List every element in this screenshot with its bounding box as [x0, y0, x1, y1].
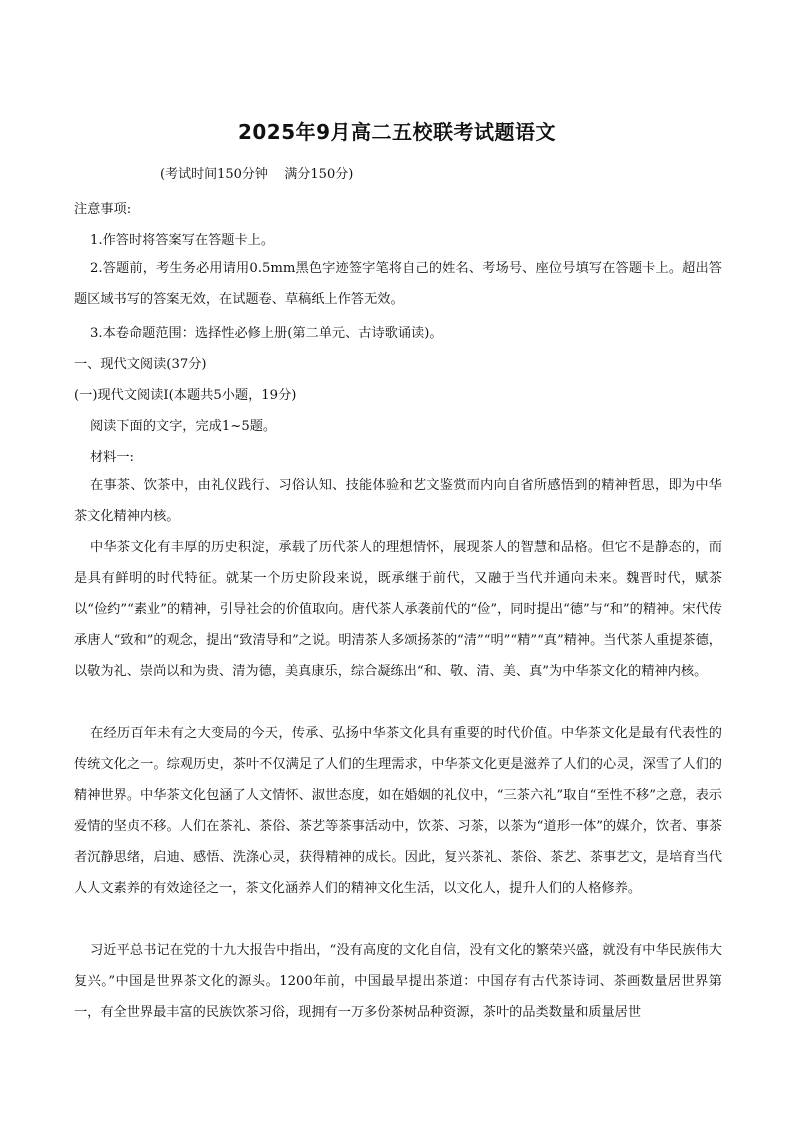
paragraph-4: 习近平总书记在党的十九大报告中指出，“没有高度的文化自信，没有文化的繁荣兴盛，就没有中华民族伟大复兴。”中国是世界茶文化的源头。1200年前，中国最早提出茶道：中国存有古代茶诗词、茶画数量居世界第一，有全世界最丰富的民族饮茶习俗，现拥有一万多份茶树品种资源，茶叶的品类数量和质量居世 [74, 943, 722, 1020]
notice-item-1: 1.作答时将答案写在答题卡上。 [90, 233, 275, 248]
subsection-heading-reading-1: (一)现代文阅读Ⅰ(本题共5小题，19分) [74, 388, 297, 403]
notice-item-3: 3.本卷命题范围：选择性必修上册(第二单元、古诗歌诵读)。 [90, 326, 443, 341]
exam-title: 2025年9月高二五校联考试题语文 [237, 120, 557, 144]
section-heading-reading: 一、现代文阅读(37分) [74, 357, 207, 372]
paragraph-3: 在经历百年未有之大变局的今天，传承、弘扬中华茶文化具有重要的时代价值。中华茶文化是最有代表性的传统文化之一。综观历史，茶叶不仅满足了人们的生理需求，中华茶文化更是滋养了人们的心灵，深雪了人们的精神世界。中华茶文化包涵了人文情怀、淑世态度，如在婚姻的礼仪中，“三茶六礼”取自“至性不移”之意，表示爱情的坚贞不移。人们在茶礼、茶俗、茶艺等茶事活动中，饮茶、习茶，以茶为“道形一体”的媒介，饮者、事茶者沉静思绪，启迪、感悟、洗涤心灵，获得精神的成长。因此，复兴茶礼、茶俗、茶艺、茶事艺文，是培育当代人人文素养的有效途径之一，茶文化涵养人们的精神文化生活，以文化人，提升人们的人格修养。 [74, 726, 722, 896]
material-label: 材料一: [90, 450, 135, 465]
notice-item-2: 2.答题前，考生务必用请用0.5mm黑色字迹签字笔将自己的姓名、考场号、座位号填写在答题卡上。超出答题区域书写的答案无效，在试题卷、草稿纸上作答无效。 [74, 261, 722, 307]
notice-heading: 注意事项: [74, 202, 132, 217]
reading-instruction: 阅读下面的文字，完成1~5题。 [90, 419, 277, 434]
paragraph-1: 在事茶、饮茶中，由礼仪践行、习俗认知、技能体验和艺文鉴赏而内向自省所感悟到的精神哲思，即为中华茶文化精神内核。 [74, 478, 722, 524]
paragraph-2: 中华茶文化有丰厚的历史积淀，承载了历代茶人的理想情怀，展现茶人的智慧和品格。但它不是静态的，而是具有鲜明的时代特征。就某一个历史阶段来说，既承继于前代，又融于当代并通向未来。魏晋时代，赋茶以“俭约”“素业”的精神，引导社会的价值取向。唐代茶人承袭前代的“俭”，同时提出“德”与“和”的精神。宋代传承唐人“致和”的观念，提出“致清导和”之说。明清茶人多颂扬茶的“清”“明”“精”“真”精神。当代茶人重提茶德，以敬为礼、崇尚以和为贵、清为德，美真康乐，综合凝练出“和、敬、清、美、真”为中华茶文化的精神内核。 [74, 540, 722, 679]
exam-info: (考试时间150分钟 满分150分) [160, 167, 354, 182]
